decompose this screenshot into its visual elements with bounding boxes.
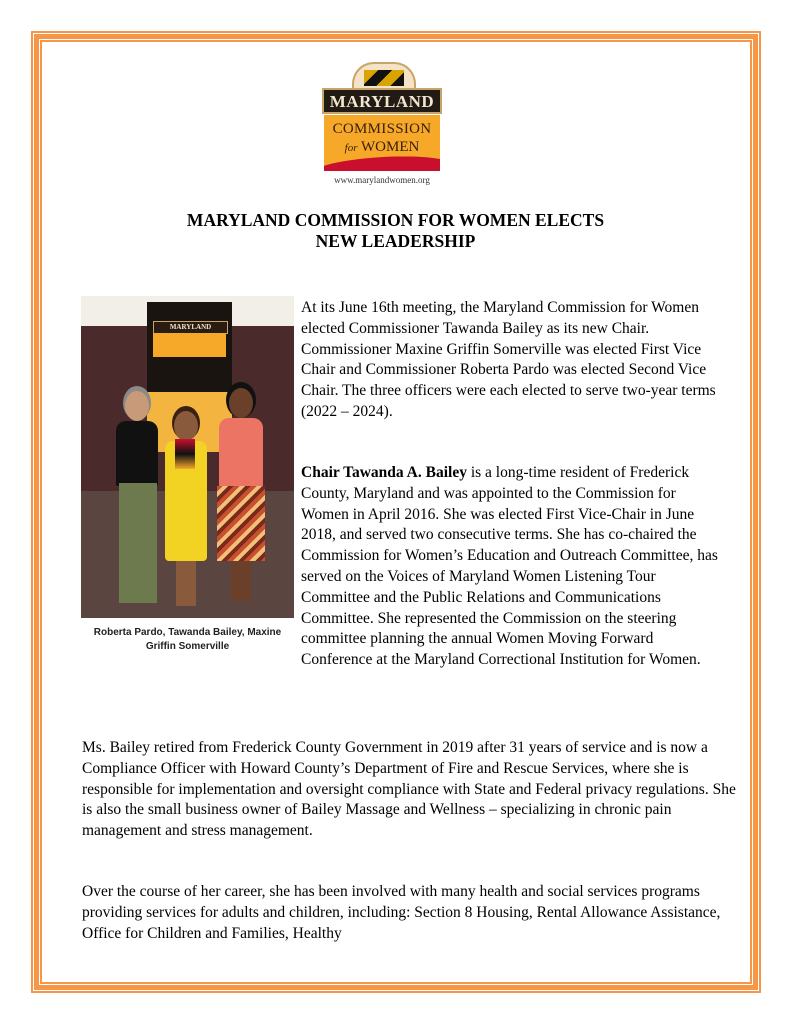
chair-bio-text: is a long-time resident of Frederick County, Maryland and was appointed to the Commission for Women in April 2016. She was elected First Vice-Chair in June 2018, and served two consecutive terms. She has co-chaired the Commission for Women’s Education and Outreach Committee, has served on the Voices of Maryland Women Listening Tour Committee and the Public Relations and Communications Committee. She represented the Commission on the steering committee planning the annual Women Moving Forward Conference at the Maryland Correctional Institution for Women. [301,464,718,669]
chair-name-bold: Chair Tawanda A. Bailey [301,464,467,481]
person-head [174,411,198,441]
logo-commission-block [324,115,440,171]
logo-red-wave [324,153,440,171]
person-head [229,388,253,418]
person-legs [176,561,196,606]
logo-commission-text: COMMISSION [332,121,432,137]
person-maxine-griffin-somerville [213,388,268,603]
paragraph-career: Ms. Bailey retired from Frederick County Government in 2019 after 31 years of service and is now a Compliance Officer with Howard County’s Department of Fire and Rescue Services, where she is responsible for implementation and oversight compliance with State and Federal privacy regulations. She is also the small business owner of Bailey Massage and Wellness – specializing in chronic pain management and stress management. [82,739,736,840]
paragraph-programs: Over the course of her career, she has been involved with many health and social services programs providing services for adults and children, including: Section 8 Housing, Rental Allowance Assistance, Office for Children and Families, Healthy [82,883,721,942]
person-scarf [175,439,195,469]
photo-banner-text: MARYLAND [153,321,228,334]
maryland-flag-crest-icon [352,62,416,90]
person-tawanda-bailey [161,411,211,611]
person-legs [231,561,251,601]
commission-logo [322,62,442,188]
person-head [125,391,149,421]
logo-women-text: WOMEN [361,139,420,155]
photo-caption: Roberta Pardo, Tawanda Bailey, Maxine Griffin Somerville [93,627,282,652]
logo-maryland-text: MARYLAND [322,88,442,114]
person-top [219,418,263,488]
person-skirt [217,486,265,561]
flag-icon [364,70,404,86]
page-title-line2: NEW LEADERSHIP [315,231,476,251]
photo-banner-orange [153,333,226,357]
page-title-line1: MARYLAND COMMISSION FOR WOMEN ELECTS [186,210,605,230]
officers-photo [81,296,294,618]
paragraph-election: At its June 16th meeting, the Maryland Commission for Women elected Commissioner Tawanda Bailey as its new Chair. Commissioner Maxine Griffin Somerville was elected First Vice Chair and Commissioner Roberta Pardo was elected Second Vice Chair. The three officers were each elected to serve two-year terms (2022 – 2024). [301,299,716,420]
person-pants [119,483,157,603]
person-top [116,421,158,486]
logo-url: www.marylandwomen.org [334,175,430,185]
paragraph-chair-bio [301,463,726,671]
person-roberta-pardo [111,391,161,606]
logo-for-text: for [344,142,358,154]
logo-for-women [324,139,440,156]
